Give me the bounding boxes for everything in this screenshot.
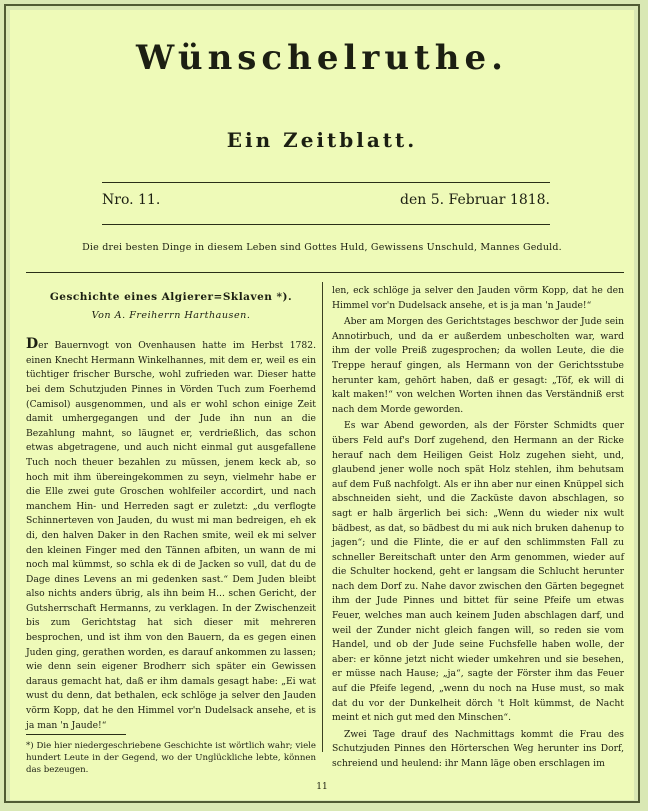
- top-rule: [102, 182, 550, 183]
- column-divider: [322, 282, 323, 752]
- motto-rule: [26, 272, 624, 273]
- right-paragraph: Zwei Tage drauf des Nachmittags kommt die Frau des Schutzjuden Pinnes den Hörterschen Weg herunter ins Dorf, schreiend und heulend: ihr Mann läge oben erschlagen im: [332, 728, 624, 769]
- issue-row: [102, 192, 550, 216]
- right-paragraph: len, eck schlöge ja selver den Jauden vörm Kopp, dat he den Himmel vor'n Dudelsack ansehe, et is ja man 'n Jaude!“: [332, 285, 624, 311]
- right-column: [332, 284, 624, 772]
- article-byline: Von A. Freiherrn Harthausen.: [91, 309, 251, 321]
- footnote-rule: [26, 734, 126, 735]
- article-body-left: [26, 337, 316, 733]
- issue-number: Nro. 11.: [102, 192, 161, 208]
- newspaper-page: [10, 10, 634, 800]
- article-title: Geschichte eines Algierer=Sklaven *).: [49, 291, 293, 303]
- left-column: [26, 284, 316, 733]
- footnote: *) Die hier niedergeschriebene Geschichte ist wörtlich wahr; viele hundert Leute in der Gegend, wo der Unglückliche lebte, können das bezeugen.: [26, 741, 316, 775]
- masthead-title: Wünschelruthe.: [136, 38, 508, 78]
- drop-cap: D: [26, 336, 39, 353]
- left-column-text: er Bauernvogt von Ovenhausen hatte im Herbst 1782. einen Knecht Hermann Winkelhannes, mit dem er, weil es ein tüchtiger frischer Bursche, wohl zufrieden war. Dieser hatte bei dem Schutzjuden Pinnes in Vörden Tuch zum Foerhemd (Camisol) ausgenommen, und als er wohl schon einige Zeit damit umhergegangen und der Jude ihn nun an die Bezahlung mahnt, so läugnet er, verdrießlich, das schon etwas abgetragene, und auch nicht einmal gut ausgefallene Tuch noch theuer bezahlen zu müssen, jenem keck ab, so hoch mit ihm übereingekommen zu seyn, vielmehr habe er die Elle zwei gute Groschen wohlfeiler accordirt, und nach manchem Hin- und Herreden sagt er zuletzt: „du verflogte Schinnerteven von Jauden, du wust mi man bedreigen, eh ek di, den halven Daker in den Rachen smite, weil ek mi selver den kleinen Finger med den Tännen afbiten, un wann de mi noch mal kümmst, so schla ek di de Jacken so vull, dat du de Dage dines Levens an mi gedenken sast.“ Dem Juden bleibt also nichts anders übrig, als ihn beim H... schen Gericht, der Gutsherrschaft Hermanns, zu verklagen. In der Zwischenzeit bis zum Gerichtstag hat sich dieser mit mehreren besprochen, und ist ihm von den Bauern, da es gegen einen Juden ging, gerathen worden, es darauf ankommen zu lassen; wie denn sein eigener Brodherr sich später ein Gewissen daraus gemacht hat, daß er ihm damals gesagt habe: „Ei wat wust du denn, dat bethalen, eck schlöge ja selver den Jauden vörm Kopp, dat he den Himmel vor'n Dudelsack ansehe, et is ja man 'n Jaude!“: [26, 340, 316, 731]
- issue-date: den 5. Februar 1818.: [400, 192, 550, 208]
- page-number: 11: [316, 782, 328, 792]
- right-paragraph: Aber am Morgen des Gerichtstages beschwor der Jude sein Annotirbuch, und da er außerdem unbescholten war, ward ihm der volle Preiß zugesprochen; da wollen Leute, die die Treppe herauf gingen, als Hermann von der Gerichtsstube herunter kam, gehört haben, daß er gesagt: „Töf, ek will di kalt maken!“ von welchen Worten ihnen das Verständniß erst nach dem Morde geworden.: [332, 316, 624, 415]
- issue-rule: [102, 224, 550, 225]
- motto: Die drei besten Dinge in diesem Leben sind Gottes Huld, Gewissens Unschuld, Mannes Geduld.: [82, 242, 562, 253]
- right-paragraph: Es war Abend geworden, als der Förster Schmidts quer übers Feld auf's Dorf zugehend, den Hermann an der Ricke herauf nach dem Heiligen Geist Holz zugehen sieht, und, glaubend jener wolle noch spät Holz stehlen, ihm behutsam auf dem Fuß nachfolgt. Als er ihn aber nur einen Knüppel sich abschneiden sieht, und die Zacküste davon abschlagen, so sagt er halb ärgerlich bei sich: „Wenn du wieder nix wult bädbest, as dat, so bädbest du mi auk nich bruken dahenup to jagen“; und die Flinte, die er auf den schlimmsten Fall zu schneller Bereitschaft unter den Arm genommen, wieder auf die Schulter hockend, geht er langsam die Schlucht herunter nach dem Dorf zu. Nahe davor zwischen den Gärten begegnet ihm der Jude Pinnes und bittet für seine Pfeife um etwas Feuer, welches man auch keinem Juden abschlagen darf, und weil der Zunder nicht gleich fangen will, so reden sie vom Handel, und ob der Jude seine Fuchsfelle haben wolle, der aber: er könne jetzt nicht wieder umkehren und sie besehen, er müsse nach Hause; „ja“, sagte der Förster ihm das Feuer auf die Pfeife legend, „wenn du noch na Huse must, so mak dat du vor der Dunkelheit dörch 't Holt kümmst, de Nacht meint et nich gut med den Minschen“.: [332, 420, 624, 724]
- masthead-subtitle: Ein Zeitblatt.: [226, 128, 418, 152]
